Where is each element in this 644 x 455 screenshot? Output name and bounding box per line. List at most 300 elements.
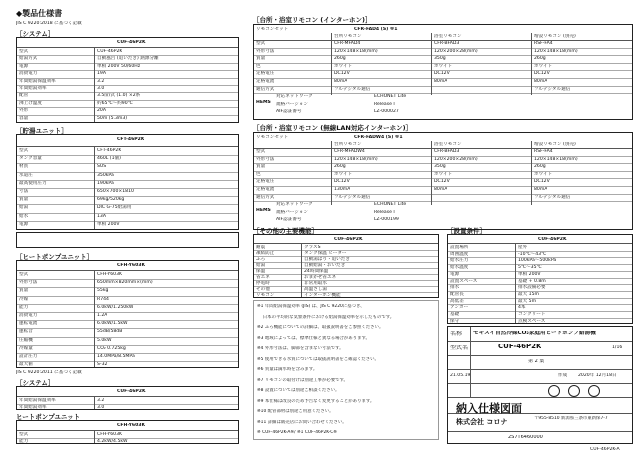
install-cell: 設置場所 <box>450 245 469 250</box>
note-line: ※4 外形寸法は、脚部を含まない寸法です。 <box>257 346 344 351</box>
other-cell: 非常用取水 <box>304 281 327 286</box>
system-cell: 19A <box>97 71 106 77</box>
note-line: ※2 ふろ機能についての詳細は、取扱説明書をご参照ください。 <box>257 325 384 330</box>
hp-cell: 55kg <box>97 288 109 294</box>
title-block <box>447 326 633 444</box>
remote2-cell: 120×148×18(mm) <box>534 156 578 162</box>
remote1-cell: 120×200×28(mm) <box>434 48 478 54</box>
other-cell: リモコン <box>256 293 275 298</box>
remote2-cell: 定格電圧 <box>256 179 275 185</box>
tank-cell: 350kPa <box>97 172 114 178</box>
system-cell: 自動風呂 (追いだき) 熱源分離 <box>97 56 159 62</box>
remote1-cell: 外形寸法 <box>256 48 275 54</box>
system-table <box>16 37 239 123</box>
remote1-cell: 通信方式 <box>256 86 275 92</box>
remote1-cell: 260g <box>534 56 546 62</box>
system-cell: 20A <box>97 108 106 114</box>
hp-cell: 外形寸法 <box>19 280 38 286</box>
remote1-cell: 350g <box>434 56 446 62</box>
remote2-cell: 質量 <box>256 164 266 170</box>
other-cell: インターホン機能 <box>304 293 341 298</box>
system2-col-line <box>94 396 95 409</box>
hp2-col-line <box>94 430 95 443</box>
install-row-line <box>448 298 632 299</box>
tank-cell: CFT-46P2K <box>97 148 122 153</box>
hp-row-line <box>17 345 238 346</box>
remote1-cell: CFR-MFAD4 <box>334 41 361 46</box>
install-cell: コンクリート <box>518 312 546 317</box>
other-header: ［その他の主要機能］ <box>253 227 318 235</box>
remote2-header: ［台所・浴室リモコン (無線LAN対応インターホン)］ <box>253 124 413 132</box>
install-col-line <box>515 243 516 323</box>
install-cell: 設置スペース <box>450 278 478 284</box>
remote2-cell: 80mA <box>534 187 548 192</box>
remote1-cell: 120×148×18(mm) <box>534 48 578 54</box>
remote1-hems-value: Release I <box>374 101 395 107</box>
tank-cell: 型式 <box>19 148 29 153</box>
hp-cell: 質量 <box>19 288 29 294</box>
note-line: ※3 地域によっては、標準仕様と異なる場合があります。 <box>257 335 370 341</box>
remote2-cell: 定格電流 <box>256 187 275 192</box>
note-line: ※6 質量は満水時を含みます。 <box>257 367 318 372</box>
remote1-cell: DC12V <box>434 71 450 77</box>
system-cell: CUF-46P2K <box>97 49 123 54</box>
system-cell: 給湯方式 <box>19 56 38 62</box>
remote1-header: ［台所・浴室リモコン (インターホン)］ <box>253 16 372 24</box>
other-cell: 停電時 <box>256 281 270 286</box>
hp-cell: 6.0kW/1.250kW <box>97 304 134 310</box>
other-cell: その他 <box>256 287 270 292</box>
tank-cell: 寸法 <box>19 189 29 194</box>
install-cell: 排水 <box>450 285 460 291</box>
rev-date: 21.05.19 <box>450 373 471 378</box>
remote1-col-header: 浴室リモコン <box>434 34 462 39</box>
other-cell: 凍結防止 <box>256 251 275 256</box>
model-value: CUF-46P2K <box>498 344 542 349</box>
remote2-col-header: 台所リモコン <box>334 142 362 147</box>
remote1-col-line <box>431 33 432 95</box>
tank-cell: 材質 <box>19 164 29 170</box>
hp-cell: S-32 <box>97 362 108 368</box>
remote2-cell: 260g <box>534 164 546 170</box>
other-cell: 自動湯はり・追いだき <box>304 257 350 262</box>
tank-cell: 13A <box>97 213 106 219</box>
hp-header: ［ヒートポンプユニット］ <box>16 253 94 261</box>
other-cell: おまかせ省エネ <box>304 275 337 280</box>
other-cell: 自動給湯・おいだき <box>304 263 346 268</box>
std-note-2: JIS C 9220:2011 に基づく記載 <box>16 370 82 375</box>
hp-cell: 冷媒量 <box>19 345 33 351</box>
remote1-set-model: CFR-FAD4 (S) ※1 <box>354 27 398 32</box>
hp-cell: 運転音 <box>19 329 33 335</box>
tank-cell: 給湯 <box>19 205 29 211</box>
hp2-cell: 能力 <box>19 438 29 444</box>
remote2-cell: DC12V <box>434 179 450 185</box>
install-row-line <box>448 304 632 305</box>
hp2-divider <box>17 430 238 431</box>
product-name: セキスイ自然冷媒CO₂家庭用ヒートポンプ給湯機 <box>473 331 596 336</box>
remote1-cell: 色 <box>256 63 261 69</box>
remote2-cell: 120×200×28(mm) <box>434 156 478 162</box>
system2-divider <box>17 396 238 397</box>
tank-row-line <box>17 196 238 197</box>
remote1-cell: DC12V <box>334 71 350 77</box>
remote2-cell: 120×148×18(mm) <box>334 156 378 162</box>
remote1-hems-key: 対応ネットワーク <box>276 94 313 100</box>
remote1-cell: 80mA <box>434 79 448 84</box>
remote1-cell: フルデジタル通信 <box>334 86 371 92</box>
remote2-hems-key: 規格バージョン <box>276 209 308 215</box>
remote2-row-line <box>254 194 632 195</box>
install-cell: 排水設備必要 <box>518 285 546 291</box>
hp2-cell: CFH-Y603K <box>97 432 123 437</box>
remote2-set-label: リモコンセット <box>256 135 289 140</box>
tank-row-line <box>17 221 238 222</box>
hp-row-line <box>17 287 238 288</box>
hp-model: CFH-Y603K <box>117 263 146 268</box>
remote2-col-line <box>431 141 432 205</box>
other-row-line <box>254 286 438 287</box>
other-row-line <box>254 262 438 263</box>
tank-cell: 460L (1個) <box>97 156 121 162</box>
created-date: 2020年 12月18日 <box>578 373 617 378</box>
remote2-cell: ホワイト <box>534 171 553 177</box>
remote1-cell: 80mA <box>534 79 548 84</box>
hp-cell: 55dB/58dB <box>97 329 123 335</box>
remote2-set-model: CFR-FADW4 (S) ※1 <box>354 135 403 140</box>
other-divider <box>254 243 438 244</box>
system-row-line <box>17 70 238 71</box>
drawing-title: 納入仕様図面 <box>456 402 522 415</box>
system2-row-line <box>17 404 238 405</box>
hp-row-line <box>17 328 238 329</box>
system-cell: 外形 <box>19 108 29 114</box>
hp-cell: 能力 <box>19 304 29 310</box>
remote2-hems-key: 対応ネットワーク <box>276 202 313 208</box>
system-cell: 沸上げ温度 <box>19 100 42 106</box>
remote2-hems-value: Release I <box>374 209 395 215</box>
hp-cell: 最大値 <box>19 362 33 368</box>
install-cell: 給水圧力 <box>450 258 469 264</box>
install-cell: -10℃～43℃ <box>518 251 547 257</box>
remote2-cell: RSF-FA4 <box>534 149 553 154</box>
remote2-hems-value: ECHONET Lite <box>374 202 407 208</box>
remote1-cell: DC12V <box>534 71 550 77</box>
remote1-cell: 260g <box>334 56 346 62</box>
remote1-hems-value: LZ-000027 <box>374 109 399 114</box>
system2-cell: 3.0 <box>97 404 105 410</box>
system-cell: 容量 <box>19 115 29 121</box>
remote1-hems-label: HEMS <box>256 100 271 106</box>
system-cell: 年間給湯効率 <box>19 86 47 91</box>
remote1-col-line <box>531 33 532 95</box>
system-row-line <box>17 85 238 86</box>
created-label: 作成 <box>558 373 568 378</box>
other-cell: 24時間保温 <box>304 269 329 274</box>
system2-cell: 3.2 <box>97 398 105 403</box>
tank-row-line <box>17 213 238 214</box>
system2-cell: 年間給湯効率 <box>19 404 47 410</box>
tank-cell: 電源 <box>19 221 29 227</box>
remote2-cell: CFR-BFAD3 <box>434 149 460 154</box>
tank-row-line <box>17 172 238 173</box>
remote1-cell: CFR-BFAD3 <box>434 41 460 46</box>
system-row-line <box>17 107 238 108</box>
install-cell: 基礎 <box>450 312 460 317</box>
install-divider <box>448 243 632 244</box>
hp-row-line <box>17 337 238 338</box>
tank-cell: 水道圧 <box>19 172 33 178</box>
other-col-line <box>301 243 302 297</box>
install-cell: 高低差 <box>450 298 464 304</box>
remote2-cell: CFR-MFADW4 <box>334 149 365 154</box>
system-cell: 3.5㎡/式 (1.0) ×2系 <box>97 93 141 99</box>
install-cell: 最大 5m <box>518 298 537 304</box>
remote1-hems-key: AIF認証番号 <box>276 109 302 114</box>
tank-row-line <box>17 155 238 156</box>
install-cell: 配管長 <box>450 291 464 297</box>
other-cell: 給湯 <box>256 263 266 268</box>
remote1-cell: 質量 <box>256 56 266 62</box>
remote2-hems-key: AIF認証番号 <box>276 217 302 222</box>
tank-cell: タンク容量 <box>19 156 42 162</box>
system-model: CUF-46P2K <box>117 40 146 45</box>
install-cell: 100kPa～500kPa <box>518 258 557 264</box>
remote2-cell: 色 <box>256 171 261 177</box>
remote2-col-header: 増設リモコン (別売) <box>534 142 576 147</box>
remote2-col-line <box>531 141 532 205</box>
system-header: ［システム］ <box>16 30 55 38</box>
other-row-line <box>254 268 438 269</box>
remote1-hems-key: 規格バージョン <box>276 101 308 107</box>
tank-cell: 質量 <box>19 197 29 203</box>
approval-stamp-1 <box>548 385 560 397</box>
system2-cell: 年間給湯保温効率 <box>19 398 56 403</box>
remote2-cell: 外形寸法 <box>256 156 275 162</box>
hp2-header: ヒートポンプユニット <box>16 413 81 421</box>
remote1-set-label: リモコンセット <box>256 27 289 32</box>
note-line: ※10 配管部材は別途ご用意ください。 <box>257 409 334 414</box>
hp-cell: 5.0kW <box>97 337 112 343</box>
remote1-cell: 定格電圧 <box>256 71 275 77</box>
remote2-cell: フルデジタル通信 <box>334 194 371 200</box>
hp-cell: 6.0kW/1.5kW <box>97 321 128 327</box>
install-cell: 基礎 + 0.8m <box>518 278 546 284</box>
remote2-col-header: 浴室リモコン <box>434 142 462 147</box>
other-cell: クラスS <box>304 245 321 250</box>
other-row-line <box>254 292 438 293</box>
remote1-col-header: 増設リモコン (別売) <box>534 34 576 39</box>
note-line: ※5 使用できる水質については取扱説明書をご確認ください。 <box>257 356 379 362</box>
system-cell: 3.0 <box>97 86 105 91</box>
note-line: ※1 年間給湯保温効率 (JIS) は、JIS C 9220に基づき、 <box>257 304 365 309</box>
system-cell: 単相 200V 50/60Hz <box>97 63 141 69</box>
remote1-cell: 80mA <box>334 79 348 84</box>
hp-cell: 1.2A <box>97 313 108 318</box>
hp-col-line <box>94 270 95 367</box>
remote2-cell: 260g <box>334 164 346 170</box>
remote1-cell: ホワイト <box>534 63 553 69</box>
install-cell: 給水温度 <box>450 265 469 271</box>
install-cell: 周囲温度 <box>450 251 469 257</box>
hp-row-line <box>17 312 238 313</box>
install-row-line <box>448 291 632 292</box>
hp-cell: 型式 <box>19 272 29 277</box>
tank-cell: 単相 200V <box>97 221 120 227</box>
system2-table <box>16 386 239 410</box>
system-divider <box>17 47 238 48</box>
remote1-row-line <box>254 86 632 87</box>
hp2-cell: 4.2kW/4.5kW <box>97 438 128 444</box>
hp2-cell: 型式 <box>19 432 29 437</box>
install-model: CUF-46P2K <box>538 237 567 242</box>
remote2-cell: 通信方式 <box>256 194 275 200</box>
model-label: 型式名 <box>450 345 469 350</box>
page-number: 1/16 <box>612 345 623 350</box>
remote2-hems-value: LZ-000199 <box>374 217 399 222</box>
system-cell: 消費電力 <box>19 71 38 77</box>
other-cell: 保温 <box>256 269 266 274</box>
install-cell: 点検スペース <box>518 318 546 324</box>
hp2-table <box>16 420 239 444</box>
hp-row-line <box>17 361 238 362</box>
sheet-number: 第 2 葉 <box>528 359 545 364</box>
other-cell: 省エネ <box>256 275 270 280</box>
remote2-cell: ホワイト <box>434 171 453 177</box>
tank-cell: 650×700×1810 <box>97 189 134 194</box>
system-cell: 型式 <box>19 49 29 54</box>
footer-code: 2S7T6460000 <box>508 435 543 440</box>
tank-col-line <box>94 146 95 229</box>
remote1-cell: ホワイト <box>334 63 353 69</box>
note-line: ※11 詳細は販売店にお問い合わせください。 <box>257 419 347 425</box>
system-row-line <box>17 115 238 116</box>
tank-header: ［貯湯ユニット］ <box>16 127 68 135</box>
hp-cell: 圧縮機 <box>19 337 33 343</box>
remote2-hems-label: HEMS <box>256 208 271 214</box>
system-cell: 50m (5.3m3) <box>97 115 128 121</box>
remote1-cell: RSF-FA4 <box>534 41 553 46</box>
remote1-cell: ホワイト <box>434 63 453 69</box>
company-name: 株式会社 コロナ <box>456 418 508 426</box>
hp-row-line <box>17 296 238 297</box>
remote1-table <box>253 24 633 120</box>
remote2-cell: フルデジタル通信 <box>534 194 571 200</box>
install-cell: 保守 <box>450 318 460 324</box>
other-cell: 高温さし湯 <box>304 287 327 292</box>
remote1-col-line <box>331 33 332 95</box>
system-cell: 配管 <box>19 93 29 99</box>
notes-block <box>253 300 439 440</box>
tank-model: CFT-46P2K <box>117 137 145 142</box>
other-cell: タンク保温 ヒーター <box>304 251 347 256</box>
note-line: ※7 リモコンの取付けは別途工事が必要です。 <box>257 377 348 383</box>
remote1-col-header: 台所リモコン <box>334 34 362 39</box>
hp2-model: CFH-Y603K <box>117 423 146 428</box>
hp-table <box>16 260 239 368</box>
note-line: ※8 設置については別途ご相談ください。 <box>257 388 340 393</box>
hp-cell: CO₂ 0.725kg <box>97 345 126 351</box>
tank-cell: DIC G-75給湯用 <box>97 205 132 211</box>
tank-cell: SUS <box>97 164 107 170</box>
approval-stamp-2 <box>568 385 580 397</box>
install-cell: 4本 <box>518 305 526 311</box>
tank-row-line <box>17 180 238 181</box>
other-table <box>253 234 439 298</box>
remote2-cell: ホワイト <box>334 171 353 177</box>
install-table <box>447 234 633 324</box>
install-cell: 5℃～35℃ <box>518 265 542 271</box>
system2-model: CUF-46P2K <box>117 389 146 394</box>
hp-divider <box>17 270 238 271</box>
install-cell: 電源 <box>450 271 460 277</box>
note-line: ※9 本仕様は改良のため予告なく変更することがあります。 <box>257 398 375 404</box>
doc-title: ◆製品仕様書 <box>16 9 63 18</box>
system-cell: 年間給湯保温効率 <box>19 78 56 84</box>
install-cell: 単相 200V <box>518 271 541 277</box>
system-cell: 3.2 <box>97 78 105 84</box>
install-cell: 最大 15m <box>518 291 539 297</box>
hp-cell: 14.0MPa/8.5MPa <box>97 354 135 359</box>
other-cell: ふろ <box>256 257 266 262</box>
hp-cell: 消費電力 <box>19 313 38 318</box>
hp-cell: R744 <box>97 296 109 302</box>
hp-cell: 650mm×820mm×(mm) <box>97 280 153 286</box>
tank-cell: 69kg/520kg <box>97 197 125 203</box>
remote1-cell: 120×148×18(mm) <box>334 48 378 54</box>
remote2-cell: 350g <box>434 164 446 170</box>
remote2-cell: 型式 <box>256 149 266 154</box>
install-cell: 屋外 <box>518 245 528 250</box>
note-line: 日本の平均的な気象条件における給湯保温効率を示したものです。 <box>257 314 395 320</box>
tank-cell: 190kPa <box>97 180 114 186</box>
install-cell: アンカー <box>450 305 469 311</box>
tank-cell: 給水 <box>19 213 29 219</box>
tank-table <box>16 134 239 230</box>
remote2-cell: 80mA <box>434 187 448 192</box>
remote1-cell: 定格電流 <box>256 79 275 84</box>
system-col-line <box>94 47 95 122</box>
other-cell: 耐震 <box>256 245 266 250</box>
name-label: 名称 <box>450 331 463 336</box>
remote2-cell: DC12V <box>534 179 550 185</box>
hp-cell: 冷媒 <box>19 296 29 302</box>
doc-number: CUF-46P2K-A <box>590 447 620 452</box>
hp-cell: 運転電流 <box>19 321 38 327</box>
remote1-cell: フルデジタル通信 <box>534 86 571 92</box>
system-cell: 約65℃～約90℃ <box>97 100 133 106</box>
install-header: ［設置条件］ <box>447 227 486 235</box>
std-note: JIS C 9220:2018 に基づく記載 <box>16 21 82 26</box>
hp-cell: 設計圧力 <box>19 354 38 359</box>
tank-extra-table <box>16 232 239 248</box>
remote2-cell: DC12V <box>334 179 350 185</box>
remote1-cell: 型式 <box>256 41 266 46</box>
remote2-col-line <box>331 141 332 205</box>
remote2-cell: 130mA <box>334 187 351 192</box>
other-row-line <box>254 280 438 281</box>
approval-stamp-3 <box>588 385 600 397</box>
tank-cell: 最高使用圧力 <box>19 180 47 186</box>
other-row-line <box>254 274 438 275</box>
company-address: 〒955-8510 新潟県三条市東新保7-7 <box>534 416 608 421</box>
note-line: ※ CUF-46P2K-A※/ ※1 CUF-46P2K-C※ <box>257 430 337 435</box>
system-cell: 電源 <box>19 63 29 69</box>
remote1-hems-value: ECHONET Lite <box>374 94 407 100</box>
hp-cell: CFH-Y603K <box>97 272 123 277</box>
system2-header: ［システム］ <box>16 379 55 387</box>
tank-row-line <box>17 163 238 164</box>
